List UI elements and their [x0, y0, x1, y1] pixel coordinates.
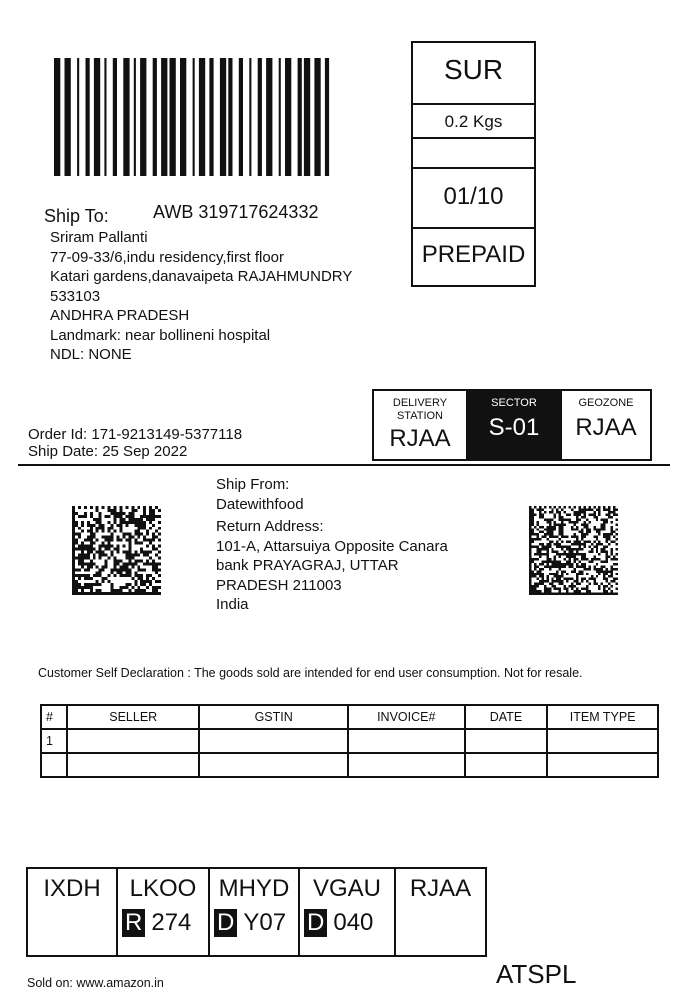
- address-state: ANDHRA PRADESH: [50, 307, 190, 324]
- route-code: LKOO: [129, 875, 197, 902]
- delivery-station-box: [372, 389, 652, 461]
- awb-barcode: [54, 58, 356, 176]
- awb-number: AWB 319717624332: [153, 202, 319, 222]
- address-ndl: NDL: NONE: [50, 346, 132, 363]
- address-line-1: 77-09-33/6,indu residency,first floor: [50, 248, 285, 266]
- route-badge: R: [122, 909, 145, 937]
- ship-from-address: [216, 475, 448, 615]
- sector-label: SECTOR: [491, 397, 537, 409]
- sold-on: Sold on: www.amazon.in: [27, 976, 164, 990]
- table-header-row: [41, 705, 658, 729]
- return-line-1: 101-A, Attarsuiya Opposite Canara: [216, 537, 448, 555]
- table-cell: [348, 729, 465, 753]
- route-sort-code: [210, 909, 298, 937]
- route-code: IXDH: [43, 875, 101, 902]
- table-cell: [199, 753, 347, 777]
- seller-name: Datewithfood: [216, 495, 304, 513]
- service-info-box: [411, 41, 536, 287]
- route-cell-mhyd: [210, 869, 300, 955]
- package-weight: 0.2 Kgs: [444, 112, 503, 131]
- table-cell: [199, 729, 347, 753]
- geozone-code: RJAA: [575, 414, 637, 441]
- return-country: India: [216, 596, 249, 613]
- geozone-cell: [560, 391, 650, 459]
- route-cell-rjaa: [396, 869, 485, 955]
- return-line-2: bank PRAYAGRAJ, UTTAR: [216, 557, 399, 574]
- col-header-gstin: GSTIN: [199, 705, 347, 729]
- route-cell-vgau: [300, 869, 396, 955]
- customer-declaration: Customer Self Declaration : The goods sold are intended for end user consumption. Not for resale.: [38, 666, 583, 680]
- return-address-heading: Return Address:: [216, 518, 324, 535]
- service-type-cell: [413, 43, 534, 105]
- col-header-invoice: INVOICE#: [348, 705, 465, 729]
- route-code: VGAU: [312, 875, 381, 902]
- delivery-label-line-1: DELIVERY: [392, 397, 448, 409]
- table-row: [41, 753, 658, 777]
- delivery-station-label: [374, 397, 466, 423]
- address-pincode: 533103: [50, 287, 101, 305]
- section-divider: [18, 464, 670, 466]
- package-count: 01/10: [443, 183, 504, 210]
- service-type: SUR: [443, 54, 504, 85]
- route-sort-number: 274: [151, 909, 192, 936]
- table-cell: [465, 753, 548, 777]
- col-header-number: #: [41, 705, 67, 729]
- order-id: Order Id: 171-9213149-5377118: [28, 426, 243, 443]
- route-sort-code: [118, 909, 208, 937]
- ship-to-heading: Ship To:: [44, 206, 109, 226]
- ship-from-heading: Ship From:: [216, 476, 290, 493]
- table-cell: [67, 729, 200, 753]
- payment-type: PREPAID: [421, 241, 526, 268]
- ship-date: Ship Date: 25 Sep 2022: [28, 443, 188, 460]
- table-cell: [67, 753, 200, 777]
- route-sort-number: 040: [333, 909, 374, 936]
- route-code: RJAA: [409, 875, 472, 902]
- table-cell: [348, 753, 465, 777]
- route-sort-code: [300, 909, 394, 937]
- route-cell-lkoo: [118, 869, 210, 955]
- table-cell: [465, 729, 548, 753]
- geozone-label: GEOZONE: [578, 397, 634, 409]
- route-sort-number: Y07: [243, 909, 287, 936]
- address-line-2: Katari gardens,danavaipeta RAJAHMUNDRY: [50, 268, 353, 285]
- address-landmark: Landmark: near bollineni hospital: [50, 326, 271, 344]
- table-cell: [547, 753, 658, 777]
- order-info: [28, 426, 242, 460]
- sector-code: S-01: [488, 414, 540, 441]
- delivery-station-cell: [374, 391, 468, 459]
- carrier-code: ATSPL: [496, 959, 577, 989]
- table-cell: 1: [41, 729, 67, 753]
- return-line-3: PRADESH 211003: [216, 576, 342, 594]
- data-matrix-code-left: [72, 506, 161, 595]
- table-cell: [547, 729, 658, 753]
- sector-cell: [468, 391, 560, 459]
- ship-to-address: [50, 228, 352, 365]
- weight-cell: [413, 105, 534, 139]
- delivery-label-line-2: STATION: [396, 410, 444, 422]
- col-header-date: DATE: [465, 705, 548, 729]
- table-cell: [41, 753, 67, 777]
- route-codes-box: [26, 867, 487, 957]
- package-count-cell: [413, 169, 534, 229]
- invoice-table: [40, 704, 659, 778]
- table-row: [41, 729, 658, 753]
- route-code: MHYD: [218, 875, 290, 902]
- payment-cell: [413, 229, 534, 285]
- delivery-station-code: RJAA: [389, 425, 451, 452]
- col-header-seller: SELLER: [67, 705, 200, 729]
- data-matrix-code-right: [529, 506, 618, 595]
- route-badge: D: [304, 909, 327, 937]
- col-header-item-type: ITEM TYPE: [547, 705, 658, 729]
- recipient-name: Sriram Pallanti: [50, 229, 148, 246]
- route-cell-ixdh: [28, 869, 118, 955]
- blank-cell: [413, 139, 534, 169]
- route-badge: D: [214, 909, 237, 937]
